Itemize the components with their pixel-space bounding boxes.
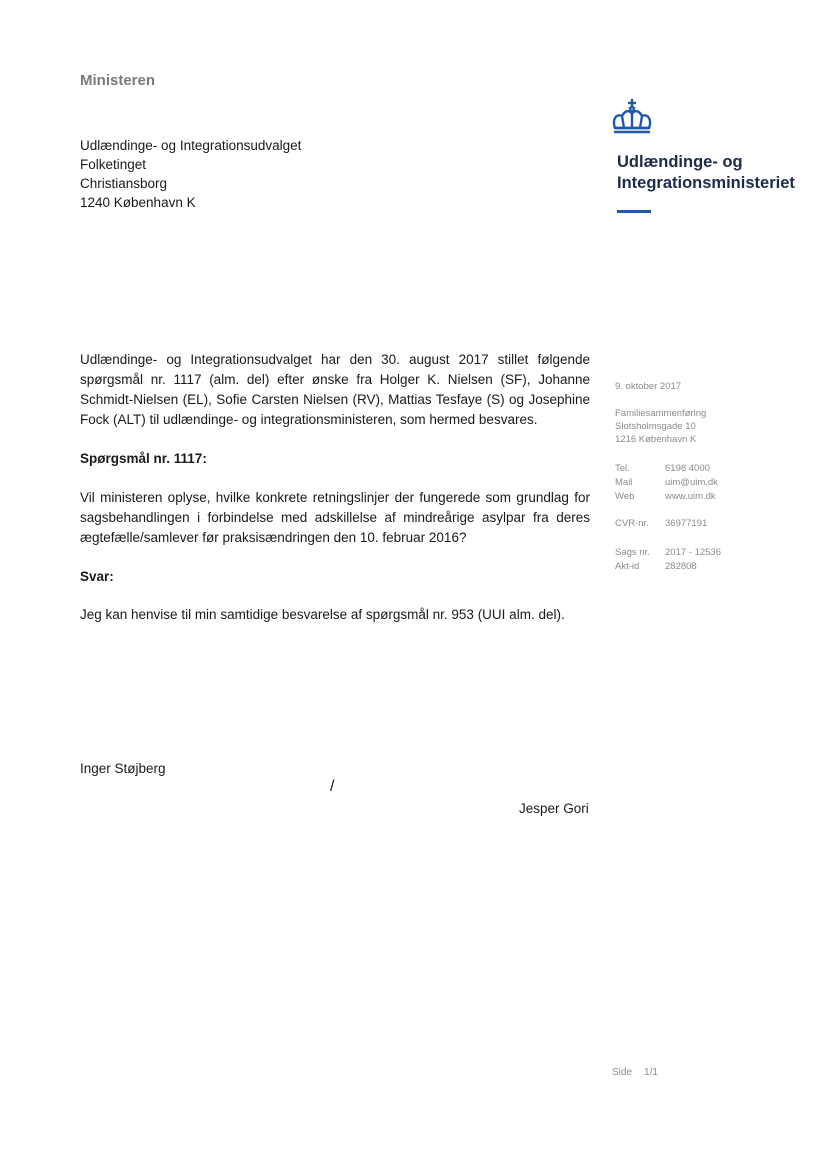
sender-city: 1216 København K bbox=[615, 434, 697, 445]
contact-tel bbox=[615, 463, 710, 474]
letter-date: 9. oktober 2017 bbox=[615, 381, 682, 392]
letter-intro: Udlændinge- og Integrationsudvalget har den 30. august 2017 stillet følgende spørgsmål nr. 1117 (alm. del) efter ønske fra Holger K. Nielsen (SF), Johanne Schmidt-Nielsen (EL), Sofie Carsten Nielsen (RV), Mattias Tesfaye (S) og Josephine Fock (ALT) til udlændinge- og integrationsministeren, som hermed besvares. bbox=[80, 352, 590, 427]
cvr-value: 36977191 bbox=[665, 518, 708, 529]
recipient-line: Udlændinge- og Integrationsudvalget bbox=[80, 138, 302, 153]
sender-address bbox=[615, 407, 706, 446]
recipient-address bbox=[80, 136, 301, 212]
ministry-name-line: Integrationsministeriet bbox=[617, 174, 795, 192]
document-header-label: Ministeren bbox=[80, 72, 156, 89]
contact-web-value: www.uim.dk bbox=[665, 491, 716, 502]
cvr-number bbox=[615, 518, 707, 529]
sender-office: Familiesammenføring bbox=[615, 408, 707, 419]
contact-tel-label: Tel. bbox=[615, 463, 630, 474]
case-number bbox=[615, 547, 721, 558]
recipient-line: 1240 København K bbox=[80, 195, 196, 210]
recipient-line: Folketinget bbox=[80, 157, 147, 172]
recipient-line: Christiansborg bbox=[80, 176, 168, 191]
case-number-value: 2017 - 12536 bbox=[665, 547, 721, 558]
document-id-label: Akt-id bbox=[615, 561, 640, 572]
question-text: Vil ministeren oplyse, hvilke konkrete retningslinjer der fungerede som grundlag for sagsbehandlingen i forbindelse med adskillelse af mindreårige asylpar fra deres ægtefælle/samlever før praksisændringen den 10. februar 2016? bbox=[80, 490, 590, 545]
contact-mail-value: uim@uim.dk bbox=[665, 477, 718, 488]
question-heading: Spørgsmål nr. 1117: bbox=[80, 451, 207, 466]
contact-tel-value: 6198 4000 bbox=[665, 463, 710, 474]
ministry-name-line: Udlændinge- og bbox=[617, 153, 743, 171]
ministry-name bbox=[617, 152, 795, 194]
answer-text: Jeg kan henvise til min samtidige besvarelse af spørgsmål nr. 953 (UUI alm. del). bbox=[80, 607, 565, 622]
sender-street: Slotsholmsgade 10 bbox=[615, 421, 696, 432]
brand-bar bbox=[617, 210, 651, 213]
crown-icon bbox=[608, 98, 668, 138]
contact-mail bbox=[615, 477, 718, 488]
signature-minister: Inger Støjberg bbox=[80, 761, 166, 776]
page-number-value: 1/1 bbox=[644, 1067, 658, 1078]
contact-mail-label: Mail bbox=[615, 477, 633, 488]
contact-web-label: Web bbox=[615, 491, 635, 502]
answer-heading: Svar: bbox=[80, 569, 114, 584]
page-number bbox=[612, 1067, 658, 1078]
document-id-value: 282808 bbox=[665, 561, 697, 572]
page-number-label: Side bbox=[612, 1067, 633, 1078]
document-id bbox=[615, 561, 697, 572]
contact-web bbox=[615, 491, 716, 502]
case-number-label: Sags nr. bbox=[615, 547, 650, 558]
signature-separator: / bbox=[330, 778, 335, 795]
signature-official: Jesper Gori bbox=[519, 801, 589, 816]
cvr-label: CVR-nr. bbox=[615, 518, 649, 529]
